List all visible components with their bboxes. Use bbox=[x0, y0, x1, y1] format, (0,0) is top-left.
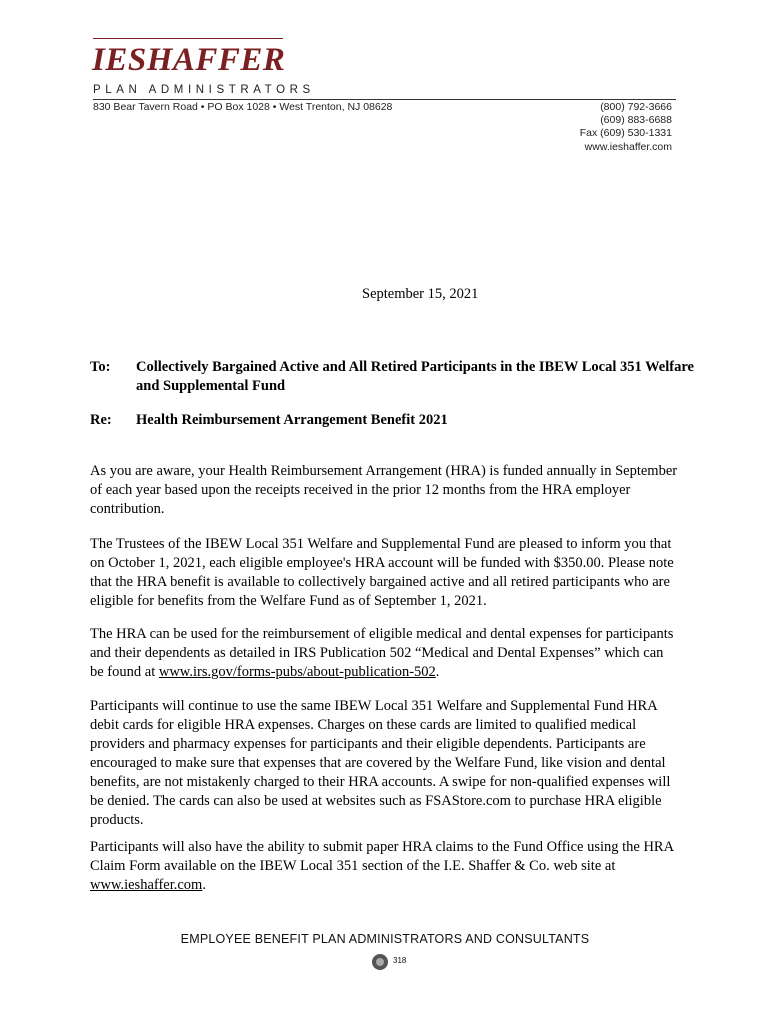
page-code: 318 bbox=[393, 956, 407, 965]
company-address: 830 Bear Tavern Road • PO Box 1028 • West Trenton, NJ 08628 bbox=[93, 101, 393, 113]
to-line bbox=[90, 358, 710, 398]
paragraph-3 bbox=[90, 625, 680, 682]
logo-top-rule bbox=[93, 38, 283, 39]
ieshaffer-link[interactable]: www.ieshaffer.com bbox=[90, 877, 203, 893]
letter-date: September 15, 2021 bbox=[362, 286, 479, 302]
contact-block bbox=[580, 101, 672, 154]
footer-tagline: EMPLOYEE BENEFIT PLAN ADMINISTRATORS AND CONSULTANTS bbox=[180, 932, 590, 946]
fax-number: Fax (609) 530-1331 bbox=[579, 127, 672, 140]
logo-subtitle: PLAN ADMINISTRATORS bbox=[93, 84, 315, 96]
paragraph-3-text: The HRA can be used for the reimbursement of eligible medical and dental expenses for participants and their dependents as detailed in IRS Publication 502 “Medical and Dental Expenses” which can be found at bbox=[90, 626, 674, 680]
paragraph-5-text: Participants will also have the ability to submit paper HRA claims to the Fund Office using the HRA Claim Form available on the IBEW Local 351 section of the I.E. Shaffer & Co. web site at bbox=[90, 839, 674, 874]
phone-secondary: (609) 883-6688 bbox=[600, 114, 672, 127]
paragraph-3-end: . bbox=[435, 664, 440, 680]
paragraph-4: Participants will continue to use the same IBEW Local 351 Welfare and Supplemental Fund HRA debit cards for eligible HRA expenses. Charges on these cards are limited to qualified medical providers and pharmacy expenses for participants and their eligible dependents. Participants are encouraged to make sure that expenses that are covered by the Welfare Fund, like vision and dental benefits, are not mistakenly charged to their HRA accounts. A swipe for non-qualified expenses will be denied. The cards can also be used at websites such as FSAStore.com to purchase HRA eligible products. bbox=[90, 698, 671, 828]
irs-publication-link[interactable]: www.irs.gov/forms-pubs/about-publication-502 bbox=[158, 664, 436, 680]
to-label: To: bbox=[90, 359, 111, 375]
paragraph-2: The Trustees of the IBEW Local 351 Welfare and Supplemental Fund are pleased to inform you that on October 1, 2021, each eligible employee's HRA account will be funded with $350.00. Please note that the HRA benefit is available to collectively bargained active and all retired participants who are eligible for benefits from the Welfare Fund as of September 1, 2021. bbox=[90, 536, 674, 609]
phone-primary: (800) 792-3666 bbox=[600, 101, 672, 113]
to-recipients: Collectively Bargained Active and All Retired Participants in the IBEW Local 351 Welfare and Supplemental Fund bbox=[136, 359, 694, 394]
re-subject: Health Reimbursement Arrangement Benefit 2021 bbox=[136, 412, 448, 428]
company-logo: IESHAFFER bbox=[92, 42, 286, 78]
website-link[interactable]: www.ieshaffer.com bbox=[584, 140, 672, 153]
re-label: Re: bbox=[90, 412, 112, 428]
union-seal-icon bbox=[372, 954, 388, 970]
paragraph-5 bbox=[90, 838, 680, 895]
letterhead-divider bbox=[93, 99, 676, 100]
re-line bbox=[90, 411, 710, 431]
paragraph-5-end: . bbox=[202, 877, 206, 893]
paragraph-1: As you are aware, your Health Reimbursement Arrangement (HRA) is funded annually in September of each year based upon the receipts received in the prior 12 months from the HRA employer contribution. bbox=[90, 463, 678, 517]
